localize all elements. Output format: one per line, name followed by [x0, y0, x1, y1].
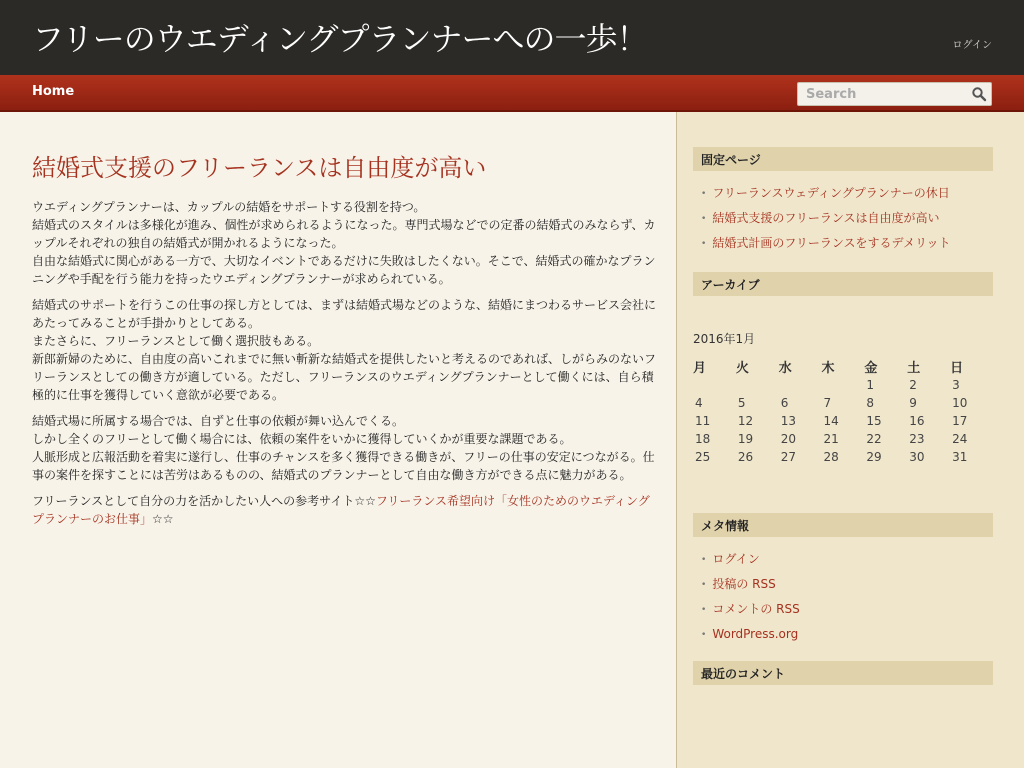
calendar-day: 15 [866, 414, 882, 428]
calendar-day: 27 [780, 450, 796, 464]
meta-link-comments-rss[interactable]: • コメントの RSS [701, 598, 800, 623]
archive-widget-title: アーカイブ [693, 272, 993, 296]
post-paragraph [32, 412, 660, 484]
site-title[interactable]: フリーのウエディングプランナーへの一歩！ [32, 20, 648, 58]
post-line: 結婚式のスタイルは多様化が進み、個性が求められるようになった。専門式場などでの定番の結婚式のみならず、カップルそれぞれの独自の結婚式が開かれるようになった。 [32, 218, 656, 250]
weekday: 水 [778, 360, 792, 376]
weekday: 火 [735, 360, 749, 376]
meta-widget-title: メタ情報 [693, 513, 993, 537]
search-input[interactable] [798, 83, 968, 105]
calendar-day: 5 [737, 396, 746, 410]
page-link[interactable]: • フリーランスウェディングプランナーの休日 [701, 182, 951, 207]
calendar-day: 16 [909, 414, 925, 428]
page-link[interactable]: • 結婚式計画のフリーランスをするデメリット [701, 232, 951, 257]
calendar-day [822, 376, 865, 394]
calendar-day: 22 [866, 432, 882, 446]
login-link[interactable]: ログイン [952, 40, 992, 51]
calendar-day: 1 [866, 378, 875, 392]
calendar-week [693, 430, 993, 448]
pages-list [701, 182, 951, 257]
weekday: 月 [693, 360, 707, 376]
calendar [693, 356, 993, 466]
reference-prefix: フリーランスとして自分の力を活かしたい人への参考サイト☆☆ [32, 494, 376, 508]
calendar-day: 8 [866, 396, 875, 410]
reference-link[interactable]: フリーランス希望向け「女性のためのウエディングプランナーのお仕事」 [32, 494, 650, 526]
post-title[interactable]: 結婚式支援のフリーランスは自由度が高い [32, 154, 487, 182]
calendar-day: 2 [909, 378, 917, 392]
sidebar [676, 112, 1024, 768]
calendar-day [779, 376, 822, 394]
calendar-day: 29 [866, 450, 882, 464]
post-line: 人脈形成と広報活動を着実に遂行し、仕事のチャンスを多く獲得できる働きが、フリーの仕事の安定につながる。仕事の案件を探すことには苦労はあるものの、結婚式のプランナーとして自由な働き方ができる点に魅力がある。 [32, 450, 655, 482]
post-line: 結婚式のサポートを行うこの仕事の探し方としては、まずは結婚式場などのような、結婚にまつわるサービス会社にあたってみることが手掛かりとしてある。 [32, 298, 657, 330]
search-icon[interactable] [971, 86, 987, 102]
calendar-day: 24 [952, 432, 968, 446]
calendar-caption: 2016年1月 [693, 332, 756, 346]
calendar-day: 3 [952, 378, 960, 392]
calendar-day [693, 376, 736, 394]
nav-bar [0, 75, 1024, 112]
post-line: 結婚式場に所属する場合では、自ずと仕事の依頼が舞い込んでくる。 [32, 414, 405, 428]
nav-home-link[interactable]: Home [32, 84, 75, 99]
reference-suffix: ☆☆ [152, 512, 174, 526]
calendar-day [736, 376, 779, 394]
calendar-day: 10 [952, 396, 968, 410]
calendar-day: 11 [695, 414, 711, 428]
calendar-day: 17 [952, 414, 968, 428]
calendar-day: 12 [737, 414, 754, 428]
meta-link-posts-rss[interactable]: • 投稿の RSS [701, 573, 800, 598]
calendar-day: 26 [737, 450, 754, 464]
calendar-day: 13 [780, 414, 796, 428]
calendar-weekdays [693, 356, 993, 376]
page-link[interactable]: • 結婚式支援のフリーランスは自由度が高い [701, 207, 951, 232]
meta-list [701, 548, 800, 648]
calendar-day: 19 [737, 432, 754, 446]
calendar-week [693, 376, 993, 394]
pages-widget-title: 固定ページ [693, 147, 993, 171]
post-paragraph [32, 492, 660, 528]
calendar-day: 4 [695, 396, 703, 410]
calendar-day: 18 [695, 432, 711, 446]
meta-link-wordpress[interactable]: • WordPress.org [701, 623, 800, 648]
calendar-day: 7 [823, 396, 832, 410]
recent-comments-widget-title: 最近のコメント [693, 661, 993, 685]
weekday: 金 [864, 360, 878, 376]
calendar-day: 21 [823, 432, 839, 446]
calendar-body [693, 376, 993, 466]
weekday: 木 [821, 360, 835, 376]
post-paragraph [32, 296, 660, 404]
calendar-week [693, 394, 993, 412]
calendar-day: 25 [695, 450, 711, 464]
post-line: 新郎新婦のために、自由度の高いこれまでに無い斬新な結婚式を提供したいと考えるのであれば、しがらみのないフリーランスとしての働き方が適している。ただし、フリーランスのウエディングプランナーとして働くには、自ら積極的に仕事を獲得していく意欲が必要である。 [32, 352, 657, 402]
calendar-week [693, 448, 993, 466]
site-header [0, 0, 1024, 75]
calendar-day: 28 [823, 450, 839, 464]
post-line: ウエディングプランナーは、カップルの結婚をサポートする役割を持つ。 [32, 200, 426, 214]
calendar-day: 30 [909, 450, 925, 464]
post-line: またさらに、フリーランスとして働く選択肢もある。 [32, 334, 320, 348]
post-body [32, 198, 660, 536]
weekday: 土 [907, 360, 921, 376]
calendar-day: 14 [823, 414, 839, 428]
post-paragraph [32, 198, 660, 288]
search-box [797, 82, 992, 106]
post-line: 自由な結婚式に関心がある一方で、大切なイベントであるだけに失敗はしたくない。そこで、結婚式の確かなプランニングや手配を行う能力を持ったウエディングプランナーが求められている。 [32, 254, 656, 286]
calendar-day: 23 [909, 432, 925, 446]
calendar-week [693, 412, 993, 430]
calendar-day: 6 [780, 396, 789, 410]
weekday: 日 [950, 360, 964, 376]
main-content [0, 112, 676, 768]
calendar-day: 31 [952, 450, 968, 464]
calendar-day: 9 [909, 396, 917, 410]
post-line: しかし全くのフリーとして働く場合には、依頼の案件をいかに獲得していくかが重要な課題である。 [32, 432, 572, 446]
calendar-day: 20 [780, 432, 796, 446]
meta-link-login[interactable]: • ログイン [701, 548, 800, 573]
